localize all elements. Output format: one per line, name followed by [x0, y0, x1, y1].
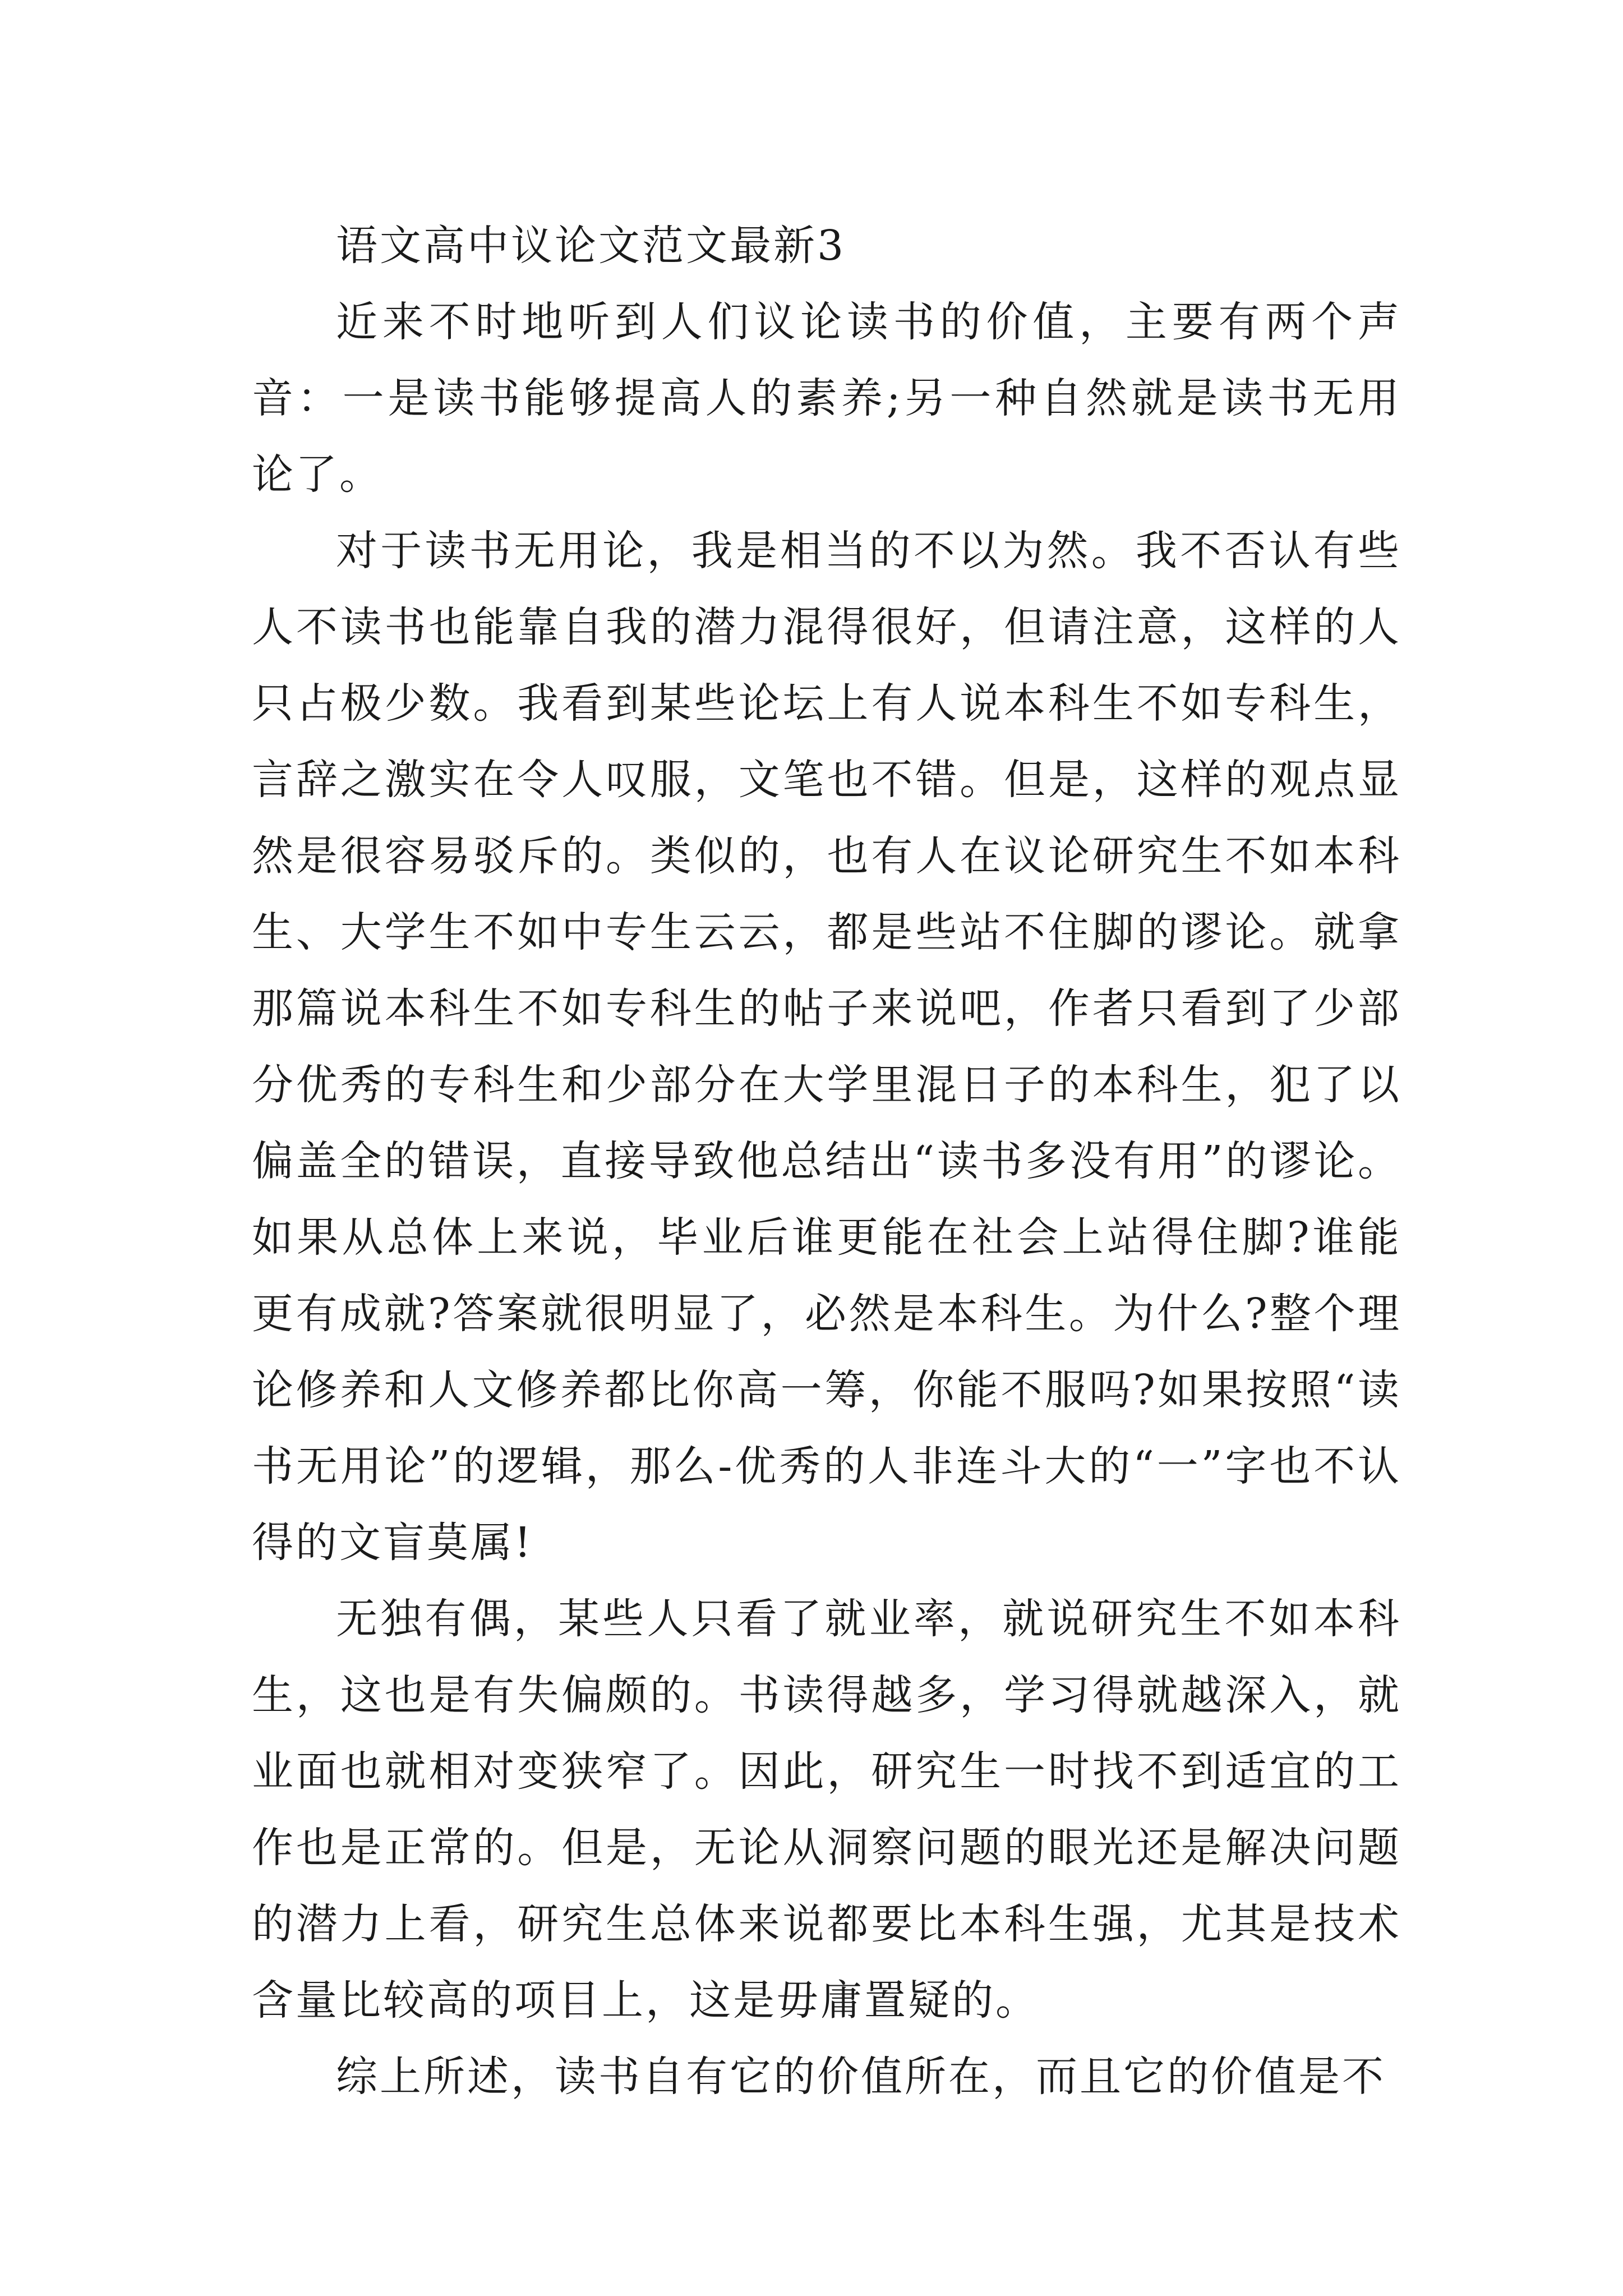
document-body — [252, 208, 1401, 2115]
paragraph-2: 对于读书无用论，我是相当的不以为然。我不否认有些人不读书也能靠自我的潜力混得很好，但请注意，这样的人只占极少数。我看到某些论坛上有人说本科生不如专科生，言辞之激实在令人叹服，文笔也不错。但是，这样的观点显然是很容易驳斥的。类似的，也有人在议论研究生不如本科生、大学生不如中专生云云，都是些站不住脚的谬论。就拿那篇说本科生不如专科生的帖子来说吧，作者只看到了少部分优秀的专科生和少部分在大学里混日子的本科生，犯了以偏盖全的错误，直接导致他总结出“读书多没有用”的谬论。如果从总体上来说，毕业后谁更能在社会上站得住脚?谁能更有成就?答案就很明显了，必然是本科生。为什么?整个理论修养和人文修养都比你高一筹，你能不服吗?如果按照“读书无用论”的逻辑，那么-优秀的人非连斗大的“一”字也不认得的文盲莫属! — [252, 527, 1401, 1567]
paragraph-1: 近来不时地听到人们议论读书的价值，主要有两个声音：一是读书能够提高人的素养;另一种自然就是读书无用论了。 — [252, 298, 1401, 499]
paragraph-3: 无独有偶，某些人只看了就业率，就说研究生不如本科生，这也是有失偏颇的。书读得越多，学习得就越深入，就业面也就相对变狭窄了。因此，研究生一时找不到适宜的工作也是正常的。但是，无论从洞察问题的眼光还是解决问题的潜力上看，研究生总体来说都要比本科生强，尤其是技术含量比较高的项目上，这是毋庸置疑的。 — [252, 1595, 1401, 2024]
paragraph-4: 综上所述，读书自有它的价值所在，而且它的价值是不 — [336, 2053, 1386, 2101]
document-title: 语文高中议论文范文最新3 — [336, 222, 846, 270]
